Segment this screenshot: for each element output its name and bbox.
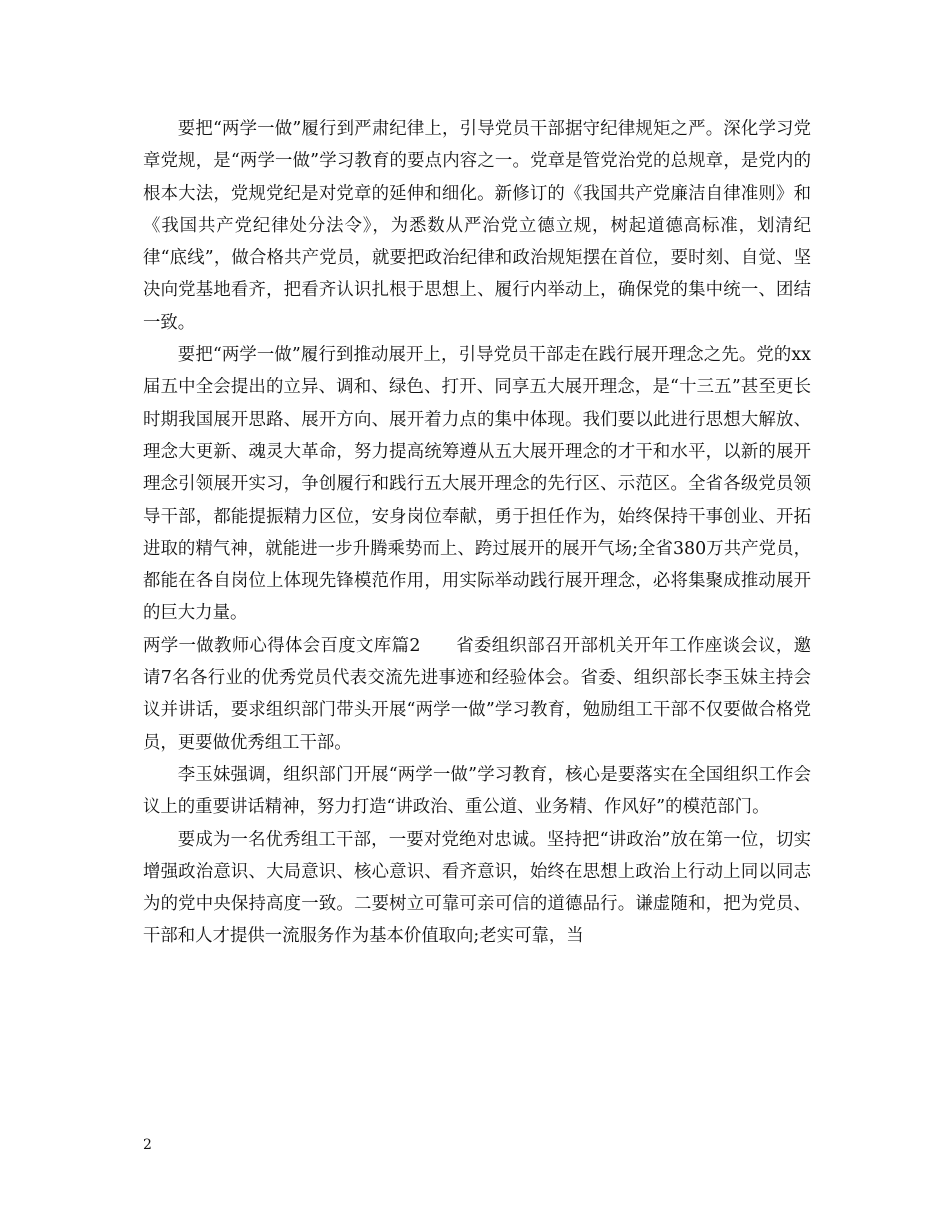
page-number: 2 bbox=[143, 1137, 152, 1153]
paragraph-li-yumei-emphasis: 李玉妹强调，组织部门开展“两学一做”学习教育，核心是要落实在全国组织工作会议上的重要讲话精神，努力打造“讲政治、重公道、业务精、作风好”的模范部门。 bbox=[143, 764, 811, 818]
paragraph-article-2-intro: 两学一做教师心得体会百度文库篇2 省委组织部召开部机关开年工作座谈会议，邀请7名各行业的优秀党员代表交流先进事迹和经验体会。省委、组织部长李玉妹主持会议并讲话，要求组织部门带头开展“两学一做”学习教育，勉励组工干部不仅要做合格党员，更要做优秀组工干部。 bbox=[143, 635, 811, 753]
paragraph-development: 要把“两学一做”履行到推动展开上，引导党员干部走在践行展开理念之先。党的xx届五中全会提出的立异、调和、绿色、打开、同享五大展开理念，是“十三五”甚至更长时期我国展开思路、展开方向、展开着力点的集中体现。我们要以此进行思想大解放、理念大更新、魂灵大革命，努力提高统筹遵从五大展开理念的才干和水平，以新的展开理念引领展开实习，争创履行和践行五大展开理念的先行区、示范区。全省各级党员领导干部，都能提振精力区位，安身岗位奉献，勇于担任作为，始终保持干事创业、开拓进取的精气神，就能进一步升腾乘势而上、跨过展开的展开气场;全省380万共产党员，都能在各自岗位上体现先锋模范作用，用实际举动践行展开理念，必将集聚成推动展开的巨大力量。 bbox=[143, 345, 811, 624]
document-body bbox=[143, 113, 811, 953]
paragraph-discipline: 要把“两学一做”履行到严肃纪律上，引导党员干部据守纪律规矩之严。深化学习党章党规，是“两学一做”学习教育的要点内容之一。党章是管党治党的总规章，是党内的根本大法，党规党纪是对党章的延伸和细化。新修订的《我国共产党廉洁自律准则》和《我国共产党纪律处分法令》，为悉数从严治党立德立规，树起道德高标准，划清纪律“底线”，做合格共产党员，就要把政治纪律和政治规矩摆在首位，要时刻、自觉、坚决向党基地看齐，把看齐认识扎根于思想上、履行内举动上，确保党的集中统一、团结一致。 bbox=[143, 119, 811, 333]
paragraph-excellent-cadre: 要成为一名优秀组工干部，一要对党绝对忠诚。坚持把“讲政治”放在第一位，切实增强政治意识、大局意识、核心意识、看齐意识，始终在思想上政治上行动上同以同志为的党中央保持高度一致。二要树立可靠可亲可信的道德品行。谦虚随和，把为党员、干部和人才提供一流服务作为基本价值取向;老实可靠，当 bbox=[143, 829, 811, 947]
